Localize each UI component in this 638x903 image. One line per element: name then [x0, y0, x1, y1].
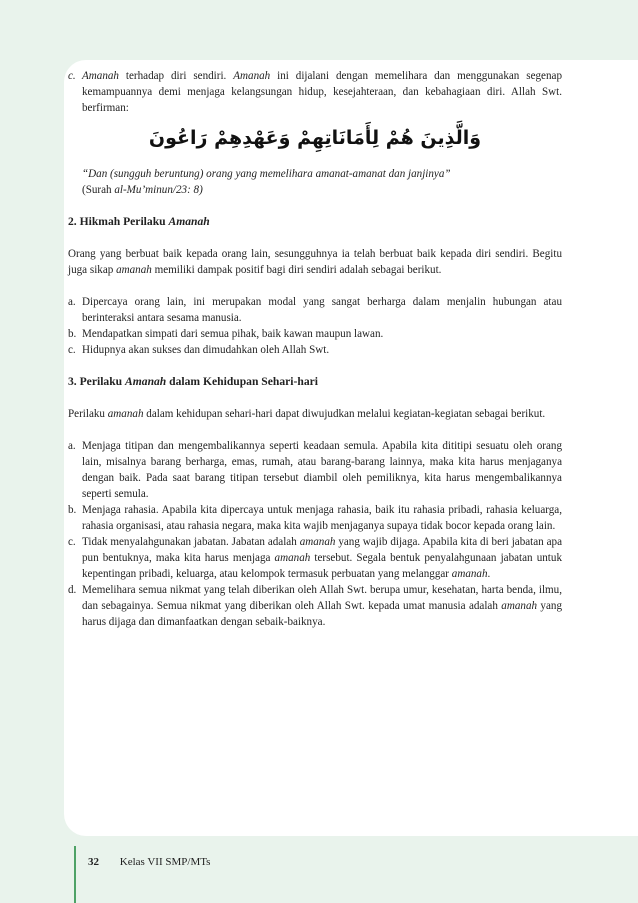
list-item — [68, 326, 562, 342]
source-prefix: (Surah — [82, 184, 115, 196]
arabic-verse-text: وَالَّذِينَ هُمْ لِأَمَانَاتِهِمْ وَعَهْدِهِمْ رَاعُونَ — [148, 127, 482, 149]
list-item — [68, 534, 562, 582]
footer-accent-bar — [74, 846, 76, 903]
list-item — [68, 438, 562, 502]
arabic-verse — [68, 116, 562, 160]
book-title: Kelas VII SMP/MTs — [119, 856, 211, 868]
list-item-text — [82, 582, 562, 630]
list-perilaku — [68, 438, 562, 630]
text: yang harus dijaga dan dimanfaatkan dengan sebaik-baiknya. — [82, 600, 563, 628]
heading-text: dalam Kehidupan Sehari-hari — [166, 375, 318, 388]
list-item — [68, 294, 562, 326]
list-marker: c. — [68, 70, 76, 82]
list-marker: b. — [68, 328, 77, 340]
list-item — [68, 502, 562, 534]
text: Orang yang berbuat baik kepada orang lain, sesungguhnya ia telah berbuat baik kepada diri sendiri. Begitu juga sikap — [68, 248, 562, 276]
text: terhadap diri sendiri. — [118, 70, 234, 82]
term-amanah: Amanah — [233, 70, 271, 82]
text: Perilaku — [68, 408, 108, 420]
list-marker: d. — [68, 584, 77, 596]
heading-italic: Amanah — [168, 215, 210, 228]
heading-hikmah — [68, 214, 562, 230]
section-c-text — [82, 68, 562, 116]
list-marker: a. — [68, 440, 76, 452]
text: dalam kehidupan sehari-hari dapat diwujudkan melalui kegiatan-kegiatan sebagai berikut. — [143, 408, 546, 420]
text: Memelihara semua nikmat yang telah diberikan oleh Allah Swt. berupa umur, kesehatan, harta benda, ilmu, dan sebagainya. Semua nikmat yang diberikan oleh Allah Swt. kepada umat manusia adalah — [82, 584, 562, 612]
heading-number: 2. — [68, 215, 80, 228]
term-amanah: amanah — [107, 408, 144, 420]
section-c — [68, 68, 562, 116]
term-amanah: amanah — [501, 600, 538, 612]
source-name: al-Mu’minun/23: 8) — [114, 184, 203, 196]
term-amanah: Amanah — [82, 70, 119, 82]
text: yang wajib dijaga. Apabila kita di beri jabatan apa pun bentuknya, maka kita harus menjaga — [82, 536, 563, 564]
page-content — [68, 68, 562, 630]
heading-text: Hikmah Perilaku — [79, 215, 169, 228]
heading-perilaku — [68, 374, 562, 390]
list-item — [68, 582, 562, 630]
text: memiliki dampak positif bagi diri sendiri adalah sebagai berikut. — [151, 264, 442, 276]
page-footer — [88, 856, 210, 868]
page-number: 32 — [88, 856, 99, 868]
term-amanah: amanah — [451, 568, 488, 580]
text: tersebut. Segala bentuk penyalahgunaan jabatan untuk kepentingan pribadi, keluarga, atau kelompok termasuk perbuatan yang melanggar — [82, 552, 562, 580]
text: . — [487, 568, 491, 580]
verse-source — [68, 182, 562, 198]
list-item-text: Mendapatkan simpati dari semua pihak, baik kawan maupun lawan. — [82, 328, 384, 340]
translation-text: “Dan (sungguh beruntung) orang yang memelihara amanat-amanat dan janjinya” — [82, 168, 451, 180]
list-item — [68, 342, 562, 358]
heading-text: Perilaku — [79, 375, 126, 388]
text: Tidak menyalahgunakan jabatan. Jabatan adalah — [82, 536, 300, 548]
term-amanah: amanah — [116, 264, 152, 276]
list-item-text — [82, 534, 562, 582]
list-item-text: Dipercaya orang lain, ini merupakan modal yang sangat berharga dalam menjalin hubungan atau berinteraksi antara sesama manusia. — [82, 296, 562, 324]
list-item-text: Menjaga titipan dan mengembalikannya seperti keadaan semula. Apabila kita dititipi sesuatu oleh orang lain, misalnya barang berharga, emas, rumah, atau barang-barang lainnya, maka kita harus menjaganya dengan baik. Pada saat barang titipan tersebut diambil oleh pemiliknya, kita harus mengembalikannya seperti semula. — [82, 440, 562, 500]
list-item-text: Hidupnya akan sukses dan dimudahkan oleh Allah Swt. — [82, 344, 330, 356]
list-marker: a. — [68, 296, 76, 308]
verse-translation — [68, 166, 562, 182]
heading-italic: Amanah — [125, 375, 167, 388]
list-marker: b. — [68, 504, 77, 516]
list-marker: c. — [68, 536, 76, 548]
paragraph-hikmah — [68, 246, 562, 278]
list-item-text: Menjaga rahasia. Apabila kita dipercaya untuk menjaga rahasia, baik itu rahasia pribadi, rahasia keluarga, rahasia organisasi, atau rahasia negara, maka kita wajib menjaganya supaya tidak bocor kepada orang lain. — [82, 504, 562, 532]
list-hikmah — [68, 294, 562, 358]
term-amanah: amanah — [299, 536, 336, 548]
list-marker: c. — [68, 344, 76, 356]
text: ini dijalani dengan memelihara dan menggunakan segenap kemampuannya demi menjaga kelangsungan hidup, kesejahteraan, dan kebahagiaan diri. Allah Swt. berfirman: — [82, 70, 562, 114]
term-amanah: amanah — [274, 552, 311, 564]
heading-number: 3. — [68, 375, 80, 388]
paragraph-perilaku — [68, 406, 562, 422]
